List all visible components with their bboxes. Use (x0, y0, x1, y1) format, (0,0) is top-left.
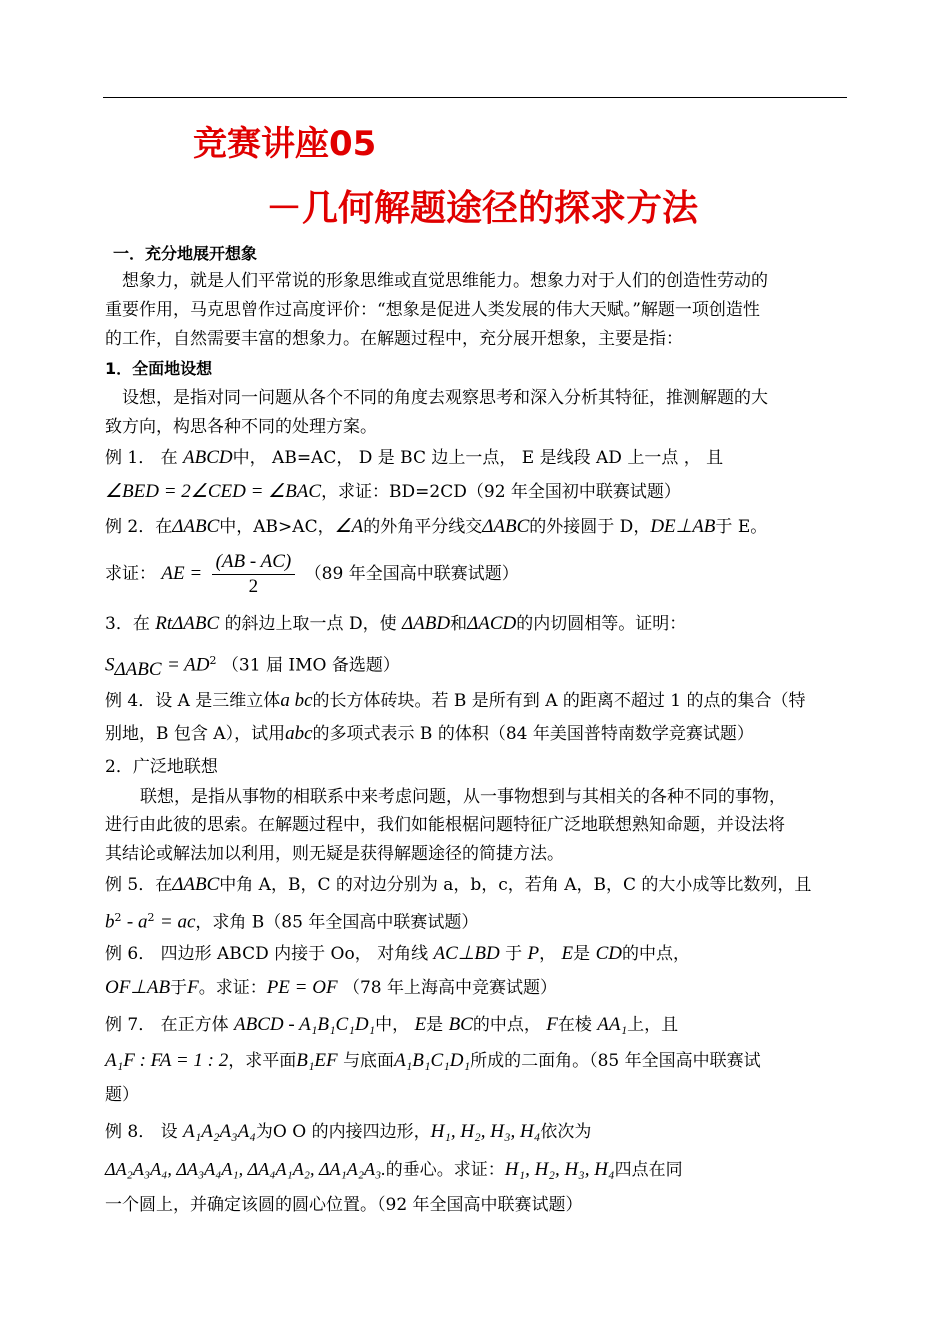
math: a bc (280, 690, 313, 711)
superscript: 2 (114, 911, 122, 924)
math: ΔACD (467, 613, 517, 634)
math: AE = (161, 563, 203, 584)
math: ΔABC (172, 516, 220, 537)
text: 例 1． 在 (105, 448, 178, 468)
text: 例 5．在 (105, 875, 173, 895)
text: ，求角 B（85 年全国高中联赛试题） (195, 912, 479, 933)
text: 四点在同 (614, 1160, 683, 1180)
example-4 (105, 690, 850, 712)
math: ΔABC (172, 874, 220, 895)
math: E (414, 1014, 427, 1035)
math: abc (285, 723, 313, 744)
math: ∠A (334, 516, 364, 537)
example-5-cont (105, 907, 850, 934)
math: F (187, 977, 199, 998)
text: 的中点， (621, 944, 690, 964)
example-8 (105, 1121, 850, 1143)
text: 的中点， (472, 1015, 541, 1035)
paragraph-line: 进行由此彼的思索。在解题过程中，我们如能根椐问题特征广泛地联想熟知命题，并设法将 (105, 815, 785, 835)
math: A₁B₁C₁D₁ (394, 1050, 471, 1071)
text: 是 (426, 1015, 444, 1035)
math: AC⊥BD (433, 943, 500, 964)
superscript: 2 (147, 911, 155, 924)
math: AA₁ (597, 1014, 628, 1035)
math: OF⊥AB (105, 977, 171, 998)
intro-line-2: 重要作用，马克思曾作过高度评价：“想象是促进人类发展的伟大天赋。”解题一项创造性 (105, 300, 760, 320)
math: E (561, 943, 574, 964)
denominator: 2 (248, 576, 259, 597)
math: ΔABC (482, 516, 530, 537)
math: S (105, 654, 115, 676)
math: b (105, 911, 115, 933)
math: = AD (166, 654, 210, 676)
text: 中，AB>AC， (219, 517, 335, 537)
math: A₁F : FA = 1 : 2 (105, 1050, 229, 1071)
text: 中， AB=AC， D 是 BC 边上一点， E 是线段 AD 上一点 ， 且 (232, 448, 724, 468)
example-3 (105, 613, 850, 635)
numerator: (AB - AC) (212, 550, 296, 575)
math: P (527, 943, 540, 964)
text: 别地，B 包含 A），试用 (105, 724, 286, 744)
text: 例 6． 四边形 ABCD 内接于 Oo， 对角线 (105, 944, 429, 964)
intro-line-3: 的工作，自然需要丰富的想象力。在解题过程中，充分展开想象，主要是指： (105, 329, 683, 349)
text: 。求证： (198, 978, 267, 998)
text: 上，且 (627, 1015, 679, 1035)
text: （31 届 IMO 备选题） (221, 655, 400, 676)
math: ABCD - A₁B₁C₁D₁ (234, 1014, 376, 1035)
text: 例 8． 设 (105, 1122, 178, 1142)
math: RtΔABC (155, 613, 220, 634)
math: ABCD (183, 447, 233, 468)
page-subtitle: －几何解题途径的探求方法 (266, 188, 699, 229)
math: DE⊥AB (650, 516, 716, 537)
text: 的长方体砖块。若 B 是所有到 A 的距离不超过 1 的点的集合（特 (312, 691, 806, 711)
example-1-cont (105, 481, 850, 503)
math: ∠BED = 2∠CED = ∠BAC (105, 481, 322, 502)
text: 中角 A，B，C 的对边分别为 a，b，c，若角 A，B，C 的大小成等比数列，且 (219, 875, 812, 895)
example-4-cont (105, 723, 850, 745)
example-7-cont (105, 1050, 850, 1072)
text: 的内切圆相等。证明： (516, 614, 687, 634)
top-rule (103, 97, 847, 98)
math: F (546, 1014, 558, 1035)
text: 的外角平分线交 (363, 517, 483, 537)
text: 是 (573, 944, 591, 964)
example-3-cont (105, 650, 850, 681)
math: B₁EF (296, 1050, 338, 1071)
text: 与底面 (343, 1051, 395, 1071)
example-8-cont (105, 1158, 850, 1181)
example-2 (105, 516, 850, 538)
text: 于 E。 (715, 517, 768, 537)
paragraph-line: 致方向，构思各种不同的处理方案。 (105, 417, 377, 437)
math: = ac (159, 911, 196, 933)
text: ，求平面 (228, 1051, 297, 1071)
section-heading: 一．充分地展开想象 (113, 244, 258, 263)
paragraph-line: 设想，是指对同一问题从各个不同的角度去观察思考和深入分析其特征，推测解题的大 (122, 388, 768, 408)
subscript: ΔABC (114, 659, 162, 681)
text: （78 年上海高中竞赛试题） (342, 978, 558, 998)
subsection-heading: 2．广泛地联想 (105, 757, 218, 777)
superscript: 2 (209, 654, 217, 667)
example-7-end: 题） (105, 1085, 139, 1105)
text: 为O O 的内接四边形， (255, 1122, 431, 1142)
text: 中， (375, 1015, 410, 1035)
example-6 (105, 943, 850, 965)
math: H₁, H₂, H₃, H₄ (504, 1159, 615, 1180)
text: ， (539, 944, 557, 964)
math: ΔA₂A₃A₄, ΔA₃A₄A₁, ΔA₄A₁A₂, ΔA₁A₂A₃. (105, 1159, 386, 1179)
paragraph-line: 其结论或解法加以利用，则无疑是获得解题途径的简捷方法。 (105, 844, 564, 864)
text: 于 (170, 978, 188, 998)
example-7 (105, 1014, 850, 1036)
text: 例 2．在 (105, 517, 173, 537)
text: 的垂心。求证： (385, 1160, 505, 1180)
text: 依次为 (540, 1122, 592, 1142)
text: 3．在 (105, 614, 150, 634)
text: 在棱 (557, 1015, 592, 1035)
math: H₁, H₂, H₃, H₄ (430, 1121, 541, 1142)
math: BC (448, 1014, 473, 1035)
text: 所成的二面角。（85 年全国高中联赛试 (470, 1051, 761, 1071)
example-5 (105, 874, 850, 896)
example-1 (105, 447, 850, 469)
text: ，求证：BD=2CD（92 年全国初中联赛试题） (321, 482, 681, 502)
text: 例 7． 在正方体 (105, 1015, 229, 1035)
math: ΔABD (402, 613, 451, 634)
text: 的斜边上取一点 D，使 (224, 614, 397, 634)
subsection-heading: 1．全面地设想 (105, 359, 213, 378)
math: - a (126, 911, 148, 933)
text: 的外接圆于 D， (529, 517, 651, 537)
text: 和 (450, 614, 468, 634)
math: A₁A₂A₃A₄ (183, 1121, 256, 1142)
text: 例 4．设 A 是三维立体 (105, 691, 281, 711)
intro-line-1: 想象力，就是人们平常说的形象思维或直觉思维能力。想象力对于人们的创造性劳动的 (122, 271, 768, 291)
example-2-cont (105, 550, 850, 599)
example-6-cont (105, 977, 850, 999)
text: 求证： (105, 564, 156, 584)
math: CD (595, 943, 622, 964)
fraction (212, 550, 296, 599)
math: PE = OF (266, 977, 338, 998)
page-title: 竞赛讲座05 (193, 124, 377, 164)
text: 于 (505, 944, 523, 964)
paragraph-line: 联想，是指从事物的相联系中来考虑问题，从一事物想到与其相关的各种不同的事物， (140, 787, 786, 807)
text: （89 年全国高中联赛试题） (304, 564, 519, 584)
text: 的多项式表示 B 的体积（84 年美国普特南数学竞赛试题） (312, 724, 754, 744)
example-8-end: 一个圆上，并确定该圆的圆心位置。（92 年全国高中联赛试题） (105, 1195, 583, 1215)
